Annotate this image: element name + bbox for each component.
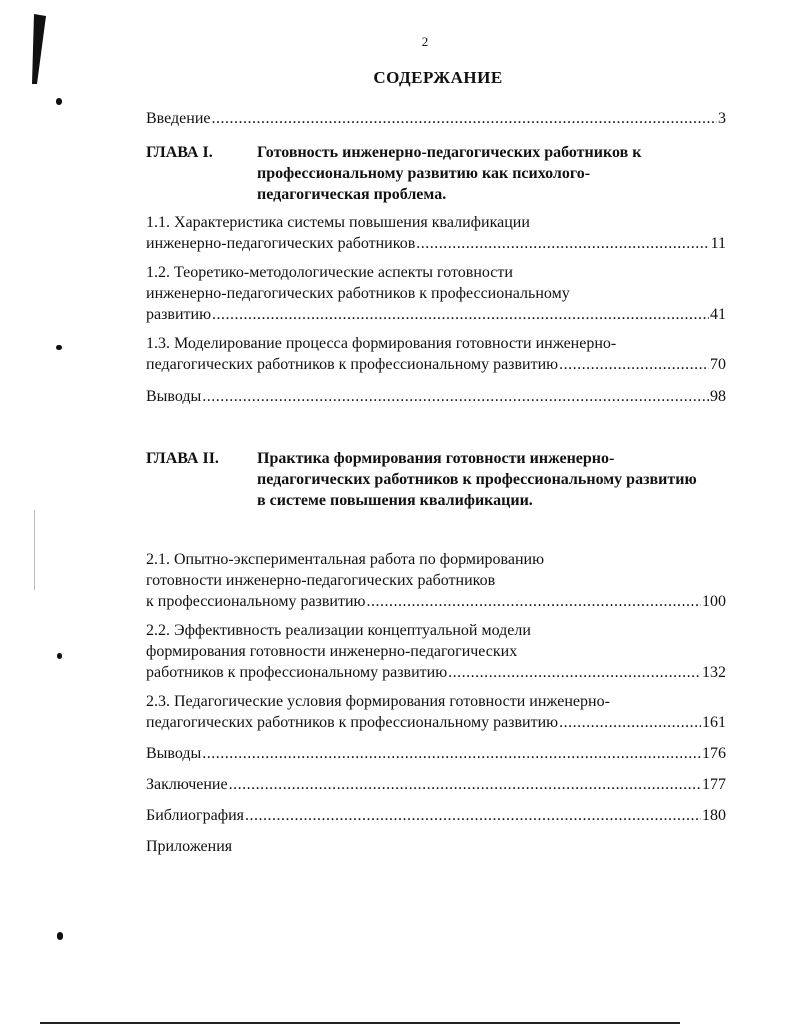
page-number: 2	[421, 34, 429, 49]
page-title: СОДЕРЖАНИЕ	[373, 68, 503, 87]
toc-entry-1-1: 1.1. Характеристика системы повышения квалификации инженерно-педагогических работников ..... 11	[146, 212, 726, 254]
toc-entry-2-3: 2.3. Педагогические условия формирования готовности инженерно- педагогических работников к профессиональному развитию ..... 161	[146, 691, 726, 733]
toc-entry-bibliography: Библиография ..... 180	[146, 805, 726, 826]
toc-entry-conclusions-2: Выводы ..... 176	[146, 743, 726, 764]
chapter-1-title: Готовность инженерно-педагогических работников к профессиональному развитию как психолого-педагогическая проблема.	[257, 144, 642, 203]
toc-entry-appendices: Приложения	[146, 838, 233, 855]
toc-entry-2-1: 2.1. Опытно-экспериментальная работа по формированию готовности инженерно-педагогических работников к профессиональному развитию ..... 100	[146, 549, 726, 612]
scan-bottom-line	[40, 1022, 680, 1024]
chapter-2-label: ГЛАВА II.	[146, 450, 219, 467]
toc-entry-conclusion: Заключение ..... 177	[146, 774, 726, 795]
toc-entry-conclusions-1: Выводы ..... 98	[146, 386, 726, 407]
toc-entry-intro: Введение ..... 3	[146, 108, 726, 129]
scan-dot	[56, 98, 62, 105]
scan-dot	[57, 653, 62, 659]
toc-entry-1-3: 1.3. Моделирование процесса формирования готовности инженерно- педагогических работников к профессиональному развитию ..... 70	[146, 333, 726, 375]
chapter-2-title: Практика формирования готовности инженерно-педагогических работников к профессиональному развитию в системе повышения квалификации.	[257, 450, 697, 509]
scan-dot	[56, 345, 62, 350]
chapter-1-label: ГЛАВА I.	[146, 144, 213, 161]
toc-entry-2-2: 2.2. Эффективность реализации концептуальной модели формирования готовности инженерно-педагогических работников к профессиональному развитию ..... 132	[146, 620, 726, 683]
scan-line	[34, 510, 35, 590]
scan-dot	[57, 932, 63, 940]
toc-entry-1-2: 1.2. Теоретико-методологические аспекты готовности инженерно-педагогических работников к профессиональному развитию ..... 41	[146, 262, 726, 325]
